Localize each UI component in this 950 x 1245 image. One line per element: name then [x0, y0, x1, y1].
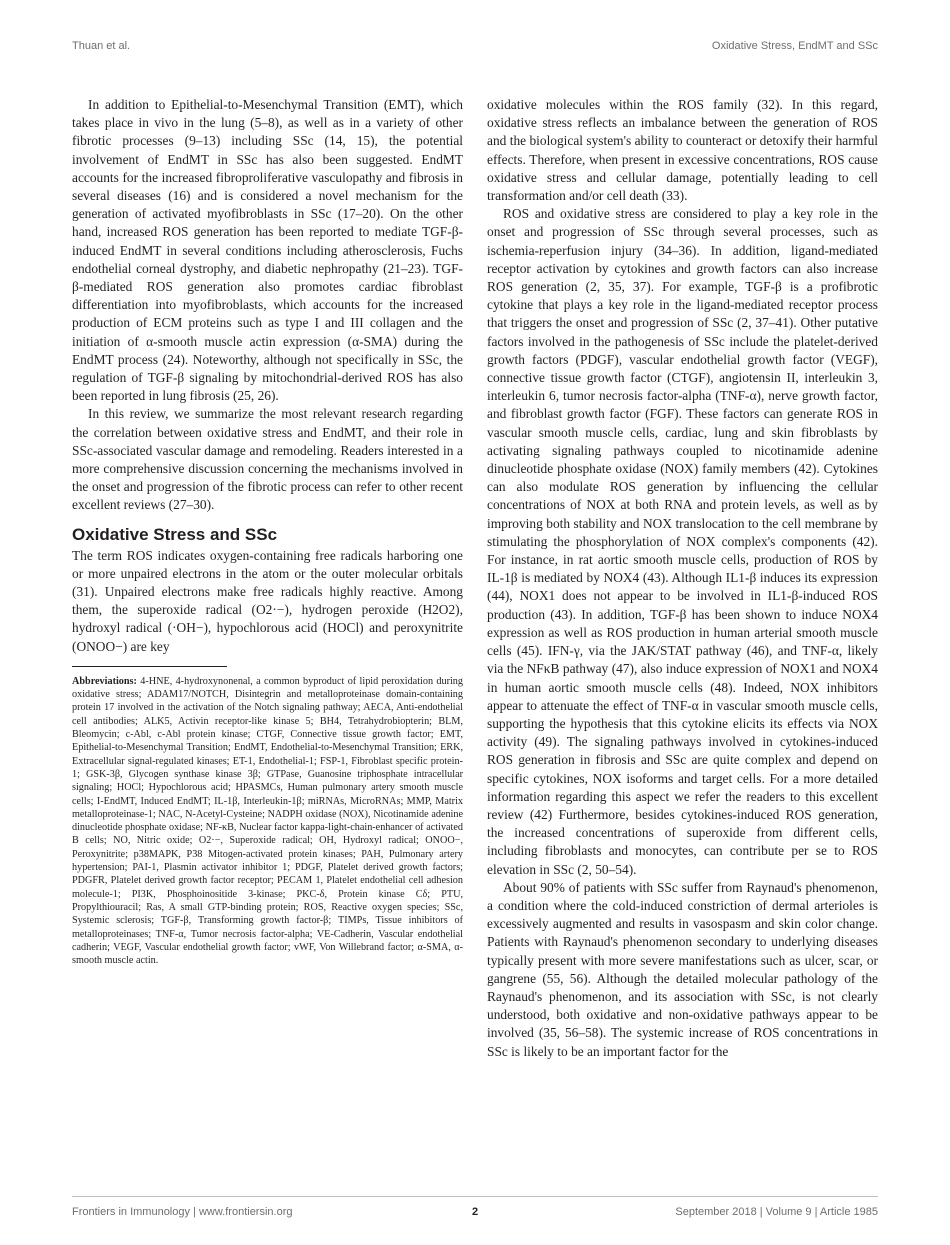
section-heading: Oxidative Stress and SSc [72, 524, 278, 544]
right-paragraph-2: ROS and oxidative stress are considered to play a key role in the onset and progression of SSc through several processes, such as ischemia-reperfusion injury (34–36). In addition, ligand-mediated receptor activation by cytokines and growth factors can also increase ROS generation (2, 35, 37). For example, TGF-β is a profibrotic cytokine that plays a key role in the ligand-mediated receptor process that triggers the onset and progression of SSc (2, 37–41). Other putative factors involved in the pathogenesis of SSc include the platelet-derived growth factors (PDGF), vascular endothelial growth factor (VEGF), connective tissue growth factor (CTGF), angiotensin II, interleukin 3, interleukin 6, tumor necrosis factor-alpha (TNF-α), nerve growth factor, and fibroblast growth factor (FGF). These factors can generate ROS in vascular smooth muscle cells, cardiac, lung and skin fibroblasts by activating signaling pathways coupled to nicotinamide adenine dinucleotide phosphate oxidase (NOX) family members (42). Cytokines can also modulate ROS generation by influencing the cellular concentrations of NOX at both RNA and protein levels, as well as by improving both stability and NOX translocation to the cell membrane by stimulating the phosphorylation of NOX complex's components (42). For instance, in rat aortic smooth muscle cells, production of ROS by IL-1β is mediated by NOX4 (43). Although IL1-β induces its expression (44), NOX1 does not appear to be involved in IL1-β-induced ROS production (43). In addition, TGF-β has been shown to induce NOX4 expression as well as ROS production in human arterial smooth muscle cells (45). IFN-γ, via the JAK/STAT pathway (46), and TNF-α, likely via the NFκB pathway (47), also induce expression of NOX1 and NOX4 in human aortic smooth muscle cells (48). Indeed, NOX inhibitors appear to attenuate the effect of TNF-α in vascular smooth muscle cells, supporting the hypothesis that this cytokine elicits its effects via NOX activity (49). The signaling pathways involved in cytokines-induced ROS generation in fibrosis and SSc are quite complex and depend on specific cytokines, NOX isoforms and target cells. For a more detailed information regarding this aspect we refer the readers to this excellent review (42) Furthermore, besides cytokines-induced ROS generation, the increased concentrations of superoxide from different cells, including fibroblasts and monocytes, can contribute per se to ROS elevation in SSc (2, 50–54). [487, 206, 878, 877]
page-footer [72, 1206, 878, 1222]
page-header [72, 40, 878, 60]
left-paragraph-3: The term ROS indicates oxygen-containing free radicals harboring one or more unpaired electrons in the atom or the outer molecular orbitals (31). Unpaired electrons make free radicals highly reactive. Among them, the superoxide radical (O2·−), hydrogen peroxide (H2O2), hydroxyl radical (·OH−), hypochlorous acid (HOCl) and peroxynitrite (ONOO−) are key [72, 547, 463, 654]
page-number: 2 [471, 1206, 479, 1218]
right-column [487, 96, 878, 1061]
left-column [72, 96, 463, 967]
right-paragraph-3: About 90% of patients with SSc suffer from Raynaud's phenomenon, a condition where the cold-induced constriction of dermal arterioles is excessively augmented and results in vasospasm and skin color change. Patients with Raynaud's phenomenon secondary to underlying diseases typically present with more severe manifestations such as ulcer, scar, or gangrene (55, 56). Although the detailed molecular pathology of the Raynaud's phenomenon, and its association with SSc, is not clearly understood, both oxidative and non-oxidative pathways appear to be involved (35, 56–58). The systemic increase of ROS concentrations in SSc is likely to be an important factor for the [487, 879, 878, 1059]
left-paragraph-1: In addition to Epithelial-to-Mesenchymal Transition (EMT), which takes place in vivo in the lung (5–8), as well as in a variety of other fibrotic processes (9–13) including SSc (14, 15), the potential involvement of EndMT in SSc has also been suggested. EndMT accounts for the increased fibroproliferative vasculopathy and fibrosis in several diseases (16) and is considered a novel mechanism for the generation of activated myofibroblasts in SSc (17–20). On the other hand, increased ROS generation has been reported to mediate TGF-β-induced EndMT in several conditions including atherosclerosis, Fuchs endothelial corneal dystrophy, and diabetic nephropathy (21–23). TGF-β-mediated ROS generation also promotes cardiac fibroblast differentiation into myofibroblasts, which accounts for the increased production of ECM proteins such as type I and III collagen and the initiation of α-smooth muscle actin expression (α-SMA) during the EndMT process (24). Noteworthy, although not specifically in SSc, the regulation of TGF-β signaling by mitochondrial-derived ROS has also been reported in lung fibrosis (25, 26). [72, 97, 463, 404]
abbreviations-text: 4-HNE, 4-hydroxynonenal, a common byproduct of lipid peroxidation during oxidative stress; ADAM17/NOTCH, Disintegrin and metalloproteinase domain-containing protein 17 involved in the activation of the Notch signaling pathway; AECA, Anti-endothelial cell antibodies; ALK5, Activin receptor-like kinase 5; BH4, Tetrahydrobiopterin; BLM, Bleomycin; c-Abl, c-Abl protein kinase; CTGF, Connective tissue growth factor; EMT, Epithelial-to-Mesenchymal Transition; EndMT, Endothelial-to-Mesenchymal Transition; ERK, Extracellular signal-regulated kinases; ET-1, Endothelial-1; FSP-1, Fibroblast specific protein-1; GSK-3β, Glycogen synthase kinase 3β; GTPase, Guanosine triphosphate intracellular signaling; HOCl; Hypochlorous acid; HPASMCs, Human pulmonary artery smooth muscle cells; I-EndMT, Induced EndMT; IL-1β, Interleukin-1β; miRNAs, MicroRNAs; MMP, Matrix metalloproteinase-1; NAC, N-Acetyl-Cysteine; NADPH oxidase (NOX), Nicotinamide adenine dinucleotide phosphate oxidase; NF-κB, Nuclear factor kappa-light-chain-enhancer of activated B cells; NO, Nitric oxide; O2·−, Superoxide radical; OH, Hydroxyl radical; ONOO−, Peroxynitrite; p38MAPK, P38 Mitogen-activated protein kinases; PAH, Pulmonary artery hypertension; PAI-1, Plasmin activator inhibitor 1; PDGF, Platelet derived growth factors; PDGFR, Platelet derived growth factor receptor; PECAM 1, Platelet endothelial cell adhesion molecule-1; PI3K, Phosphoinositide 3-kinase; PKC-δ, Protein kinase Cδ; PTU, Propylthiouracil; Ras, A small GTP-binding protein; ROS, Reactive oxygen species; SSc, Systemic sclerosis; TGF-β, Transforming growth factor-β; TIMPs, Tissue inhibitors of metalloproteinases; TNF-α, Tumor necrosis factor-alpha; VE-Cadherin, Vascular endothelial cadherin; VEGF, Vascular endothelial growth factor; vWF, Von Willebrand factor; α-SMA, α-smooth muscle actin. [72, 675, 463, 967]
header-running-title: Oxidative Stress, EndMT and SSc [711, 40, 878, 52]
footnote-divider [72, 666, 227, 667]
abbreviations-footnote [72, 675, 463, 968]
right-paragraph-1: oxidative molecules within the ROS family (32). In this regard, oxidative stress reflects an imbalance between the generation of ROS and the biological system's ability to counteract or detoxify their harmful effects. Therefore, when present in excessive concentrations, ROS cause oxidative stress and cellular damage, potentially leading to cell transformation and/or cell death (33). [487, 97, 878, 204]
footer-divider [72, 1196, 878, 1197]
footer-issue: September 2018 | Volume 9 | Article 1985 [675, 1206, 878, 1218]
footer-journal: Frontiers in Immunology | www.frontiersin.org [72, 1206, 293, 1218]
abbreviations-label: Abbreviations: [72, 675, 137, 687]
left-paragraph-2: In this review, we summarize the most relevant research regarding the correlation between oxidative stress and EndMT, and their role in SSc-associated vascular damage and remodeling. Readers interested in a more comprehensive discussion concerning the mechanisms involved in the onset and progression of the fibrotic process can refer to other recent excellent reviews (27–30). [72, 406, 463, 513]
header-authors: Thuan et al. [72, 40, 131, 52]
